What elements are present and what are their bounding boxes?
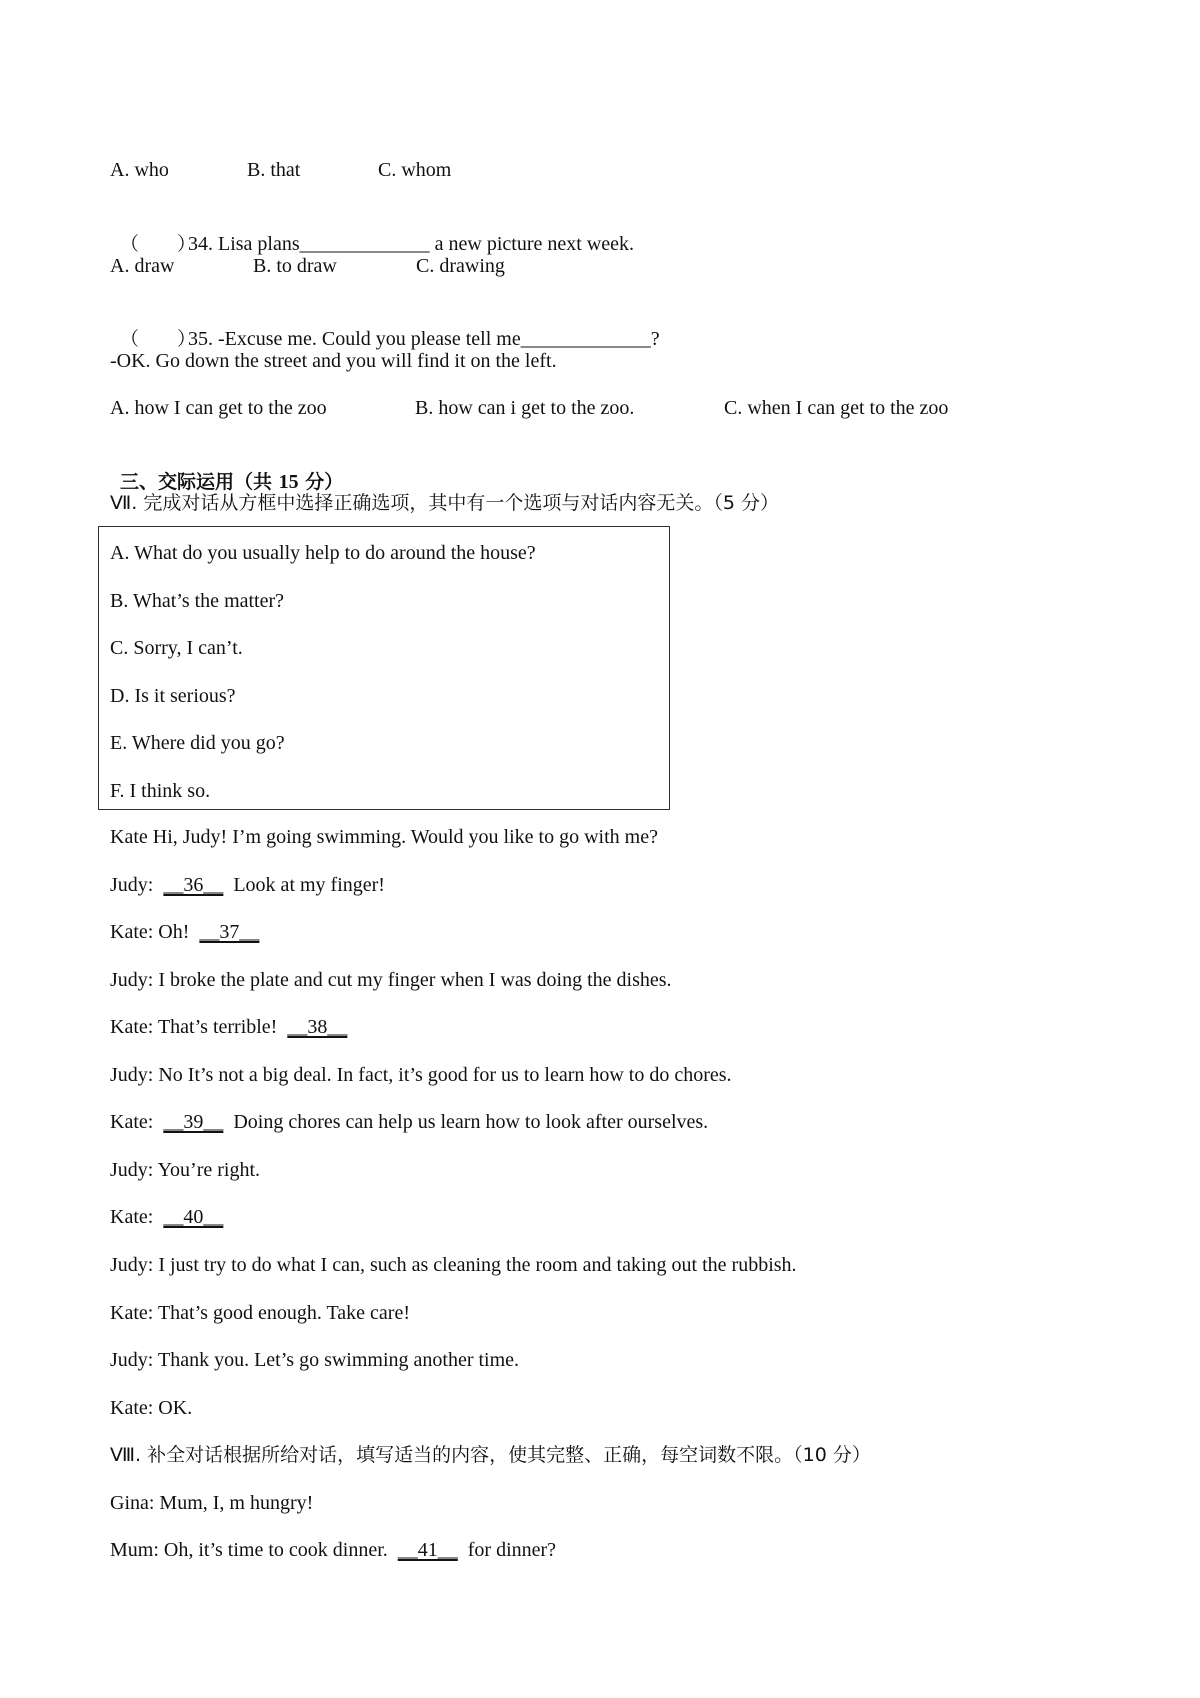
part-8-instruction: Ⅷ. 补全对话根据所给对话，填写适当的内容，使其完整、正确，每空词数不限。（10 分） — [110, 1444, 871, 1466]
box-option-e: E. Where did you go? — [110, 732, 285, 754]
box-option-f: F. I think so. — [110, 780, 211, 802]
section-3-heading — [110, 443, 343, 495]
dialogue-text: Judy: You’re right. — [110, 1159, 261, 1181]
answer-blank-41: __41__ — [397, 1539, 458, 1561]
q35-blank: _____________ — [520, 328, 651, 350]
q34-stem-before: 34. Lisa plans — [188, 233, 300, 255]
dialogue-line — [110, 1157, 260, 1183]
q34-option-b: B. to draw — [253, 255, 337, 277]
dialogue-line — [110, 1300, 410, 1326]
dialogue-line — [110, 1347, 519, 1373]
answer-blank-38: __38__ — [287, 1016, 348, 1038]
q34-blank: _____________ — [299, 233, 430, 255]
dialogue-text: for dinner? — [457, 1539, 557, 1561]
q35-stem-after: ? — [650, 328, 660, 350]
dialogue-line — [110, 872, 385, 898]
box-option-d: D. Is it serious? — [110, 685, 236, 707]
dialogue-line — [110, 1537, 556, 1563]
dialogue-line — [110, 1252, 797, 1278]
dialogue-text: Judy: I just try to do what I can, such as cleaning the room and taking out the rubbish. — [110, 1254, 797, 1276]
q35-option-b: B. how can i get to the zoo. — [415, 397, 635, 419]
dialogue-line — [110, 1109, 708, 1135]
section-3-heading-post: 分） — [298, 471, 344, 493]
box-option-b: B. What’s the matter? — [110, 590, 285, 612]
box-option-c: C. Sorry, I can’t. — [110, 637, 243, 659]
q34-option-c: C. drawing — [416, 255, 505, 277]
dialogue-line — [110, 967, 672, 993]
q33-option-a: A. who — [110, 159, 169, 181]
dialogue-text: Look at my finger! — [223, 874, 385, 896]
answer-blank-39: __39__ — [163, 1111, 224, 1133]
question-35 — [110, 300, 660, 352]
dialogue-line — [110, 1062, 732, 1088]
dialogue-line — [110, 1490, 313, 1516]
q34-option-a: A. draw — [110, 255, 175, 277]
q35-option-a: A. how I can get to the zoo — [110, 397, 327, 419]
options-box — [98, 526, 670, 810]
dialogue-text: Mum: Oh, it’s time to cook dinner. — [110, 1539, 398, 1561]
section-3-heading-num: 15 — [278, 471, 299, 493]
q35-reply: -OK. Go down the street and you will find it on the left. — [110, 350, 557, 372]
q33-option-b: B. that — [247, 159, 301, 181]
dialogue-text: Doing chores can help us learn how to look after ourselves. — [223, 1111, 709, 1133]
dialogue-text: Kate: — [110, 1111, 164, 1133]
dialogue-text: Judy: Thank you. Let’s go swimming another time. — [110, 1349, 520, 1371]
question-34 — [110, 205, 634, 257]
box-option-a: A. What do you usually help to do around the house? — [110, 542, 536, 564]
dialogue-line — [110, 919, 259, 945]
dialogue-line — [110, 1204, 223, 1230]
dialogue-text: Judy: — [110, 874, 164, 896]
answer-blank-36: __36__ — [163, 874, 224, 896]
dialogue-text: Kate: That’s terrible! — [110, 1016, 288, 1038]
dialogue-text: Kate: — [110, 1206, 164, 1228]
answer-blank-37: __37__ — [199, 921, 260, 943]
answer-paren: （ ） — [120, 233, 197, 255]
dialogue-line — [110, 824, 658, 850]
dialogue-text: Gina: Mum, I, m hungry! — [110, 1492, 314, 1514]
dialogue-text: Judy: I broke the plate and cut my finger when I was doing the dishes. — [110, 969, 672, 991]
dialogue-text: Judy: No It’s not a big deal. In fact, it’s good for us to learn how to do chores. — [110, 1064, 732, 1086]
dialogue-line — [110, 1395, 192, 1421]
q33-option-c: C. whom — [378, 159, 452, 181]
dialogue-text: Kate Hi, Judy! I’m going swimming. Would you like to go with me? — [110, 826, 658, 848]
dialogue-text: Kate: Oh! — [110, 921, 200, 943]
dialogue-text: Kate: OK. — [110, 1397, 193, 1419]
answer-blank-40: __40__ — [163, 1206, 224, 1228]
part-7-instruction: Ⅶ. 完成对话从方框中选择正确选项，其中有一个选项与对话内容无关。（5 分） — [110, 492, 779, 514]
q34-stem-after: a new picture next week. — [429, 233, 635, 255]
dialogue-text: Kate: That’s good enough. Take care! — [110, 1302, 410, 1324]
dialogue-line — [110, 1014, 347, 1040]
q35-stem-before: 35. -Excuse me. Could you please tell me — [188, 328, 521, 350]
q35-option-c: C. when I can get to the zoo — [724, 397, 949, 419]
answer-paren: （ ） — [120, 328, 197, 350]
section-3-heading-pre: 三、交际运用（共 — [120, 471, 279, 493]
